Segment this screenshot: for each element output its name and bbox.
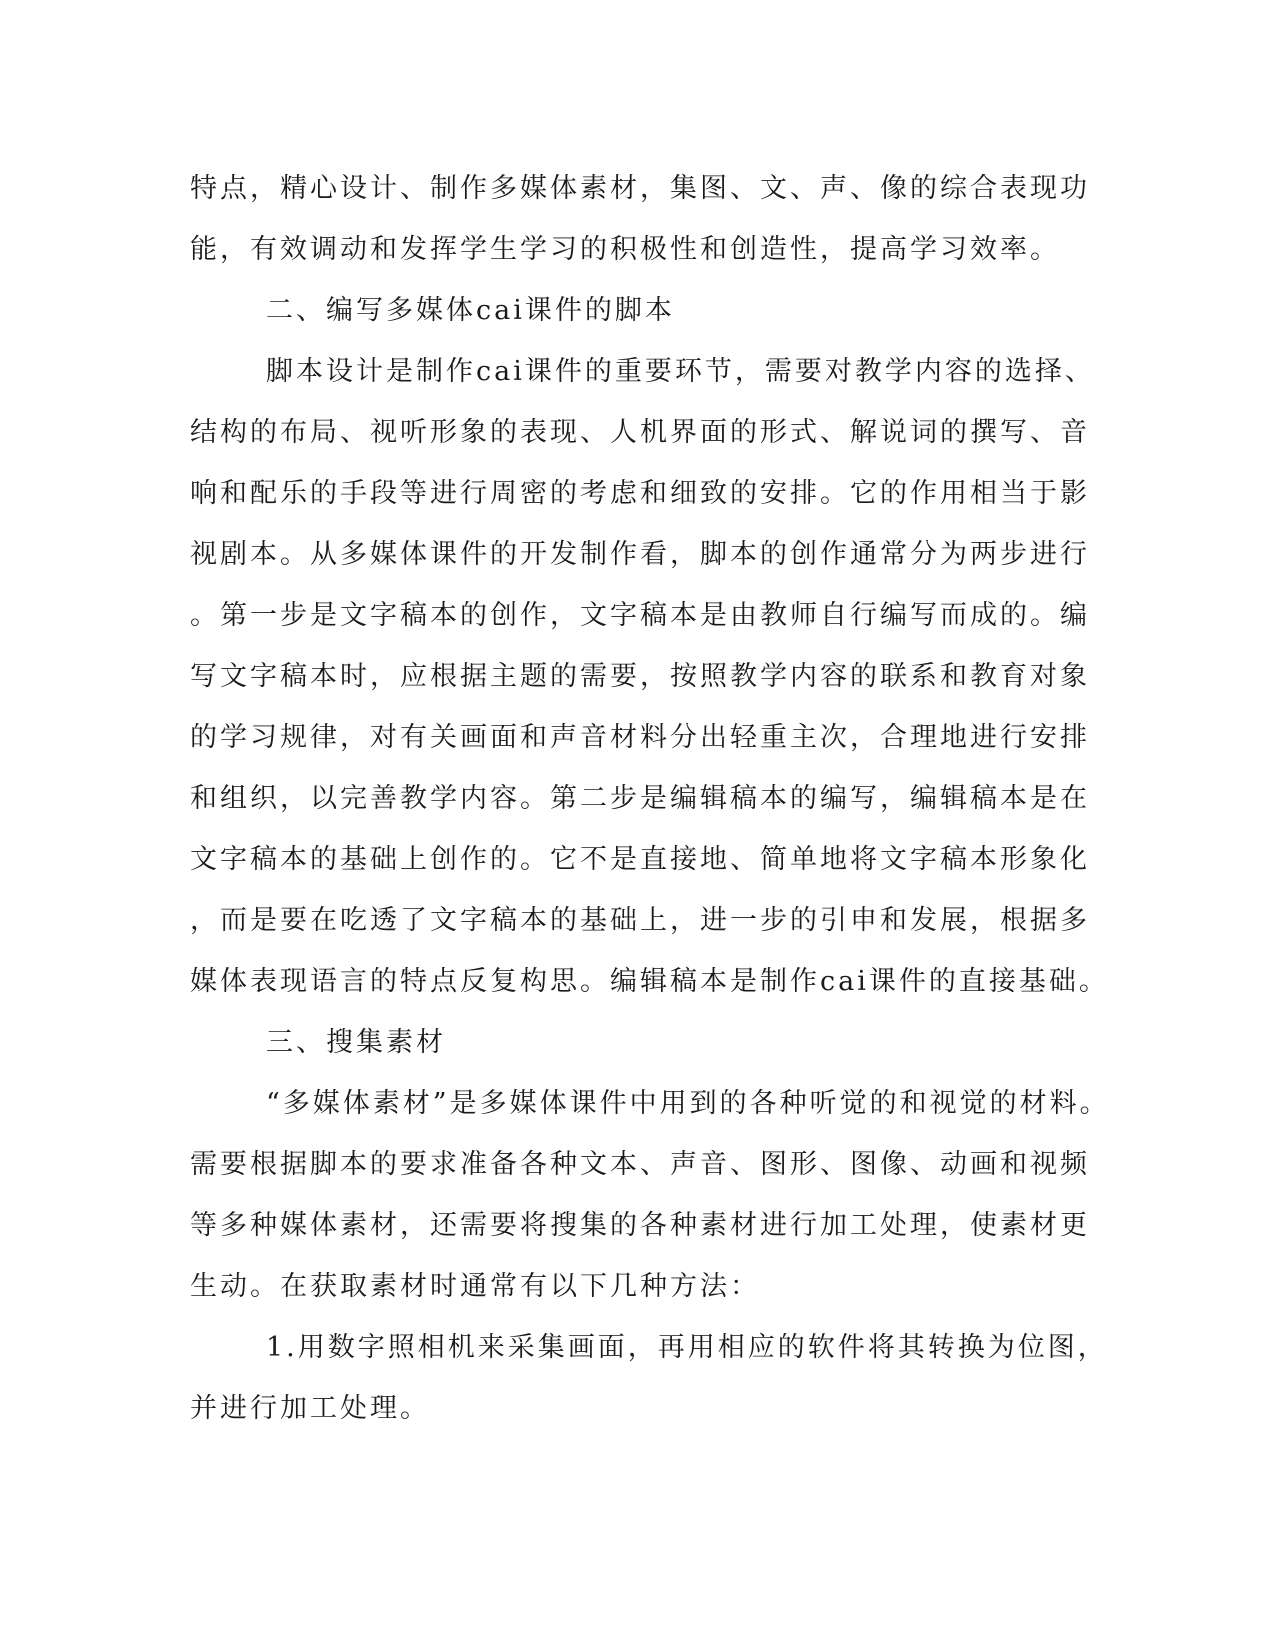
text-line: ，而是要在吃透了文字稿本的基础上，进一步的引申和发展，根据多	[190, 905, 1090, 936]
text-line: 生动。在获取素材时通常有以下几种方法：	[190, 1271, 760, 1302]
text-line: 视剧本。从多媒体课件的开发制作看，脚本的创作通常分为两步进行	[190, 539, 1090, 570]
paragraph-start: “多媒体素材”是多媒体课件中用到的各种听觉的和视觉的材料。	[266, 1088, 1110, 1119]
text-line: 需要根据脚本的要求准备各种文本、声音、图形、图像、动画和视频	[190, 1149, 1090, 1180]
document-body	[190, 158, 1110, 1439]
text-line: 。第一步是文字稿本的创作，文字稿本是由教师自行编写而成的。编	[190, 600, 1090, 631]
text-line: 等多种媒体素材，还需要将搜集的各种素材进行加工处理，使素材更	[190, 1210, 1090, 1241]
section-heading-3: 三、搜集素材	[266, 1027, 446, 1058]
text-line: 的学习规律，对有关画面和声音材料分出轻重主次，合理地进行安排	[190, 722, 1090, 753]
text-line: 写文字稿本时，应根据主题的需要，按照教学内容的联系和教育对象	[190, 661, 1090, 692]
text-line: 响和配乐的手段等进行周密的考虑和细致的安排。它的作用相当于影	[190, 478, 1090, 509]
section-heading-2: 二、编写多媒体cai课件的脚本	[266, 295, 675, 326]
paragraph-start: 脚本设计是制作cai课件的重要环节，需要对教学内容的选择、	[266, 356, 1095, 387]
text-line: 结构的布局、视听形象的表现、人机界面的形式、解说词的撰写、音	[190, 417, 1090, 448]
text-line: 并进行加工处理。	[190, 1393, 430, 1424]
text-line: 和组织，以完善教学内容。第二步是编辑稿本的编写，编辑稿本是在	[190, 783, 1090, 814]
text-line: 能，有效调动和发挥学生学习的积极性和创造性，提高学习效率。	[190, 234, 1060, 265]
text-line: 媒体表现语言的特点反复构思。编辑稿本是制作cai课件的直接基础。	[190, 966, 1109, 997]
list-item-1: 1.用数字照相机来采集画面，再用相应的软件将其转换为位图，	[266, 1332, 1108, 1363]
text-line: 文字稿本的基础上创作的。它不是直接地、简单地将文字稿本形象化	[190, 844, 1090, 875]
text-line: 特点，精心设计、制作多媒体素材，集图、文、声、像的综合表现功	[190, 173, 1090, 204]
